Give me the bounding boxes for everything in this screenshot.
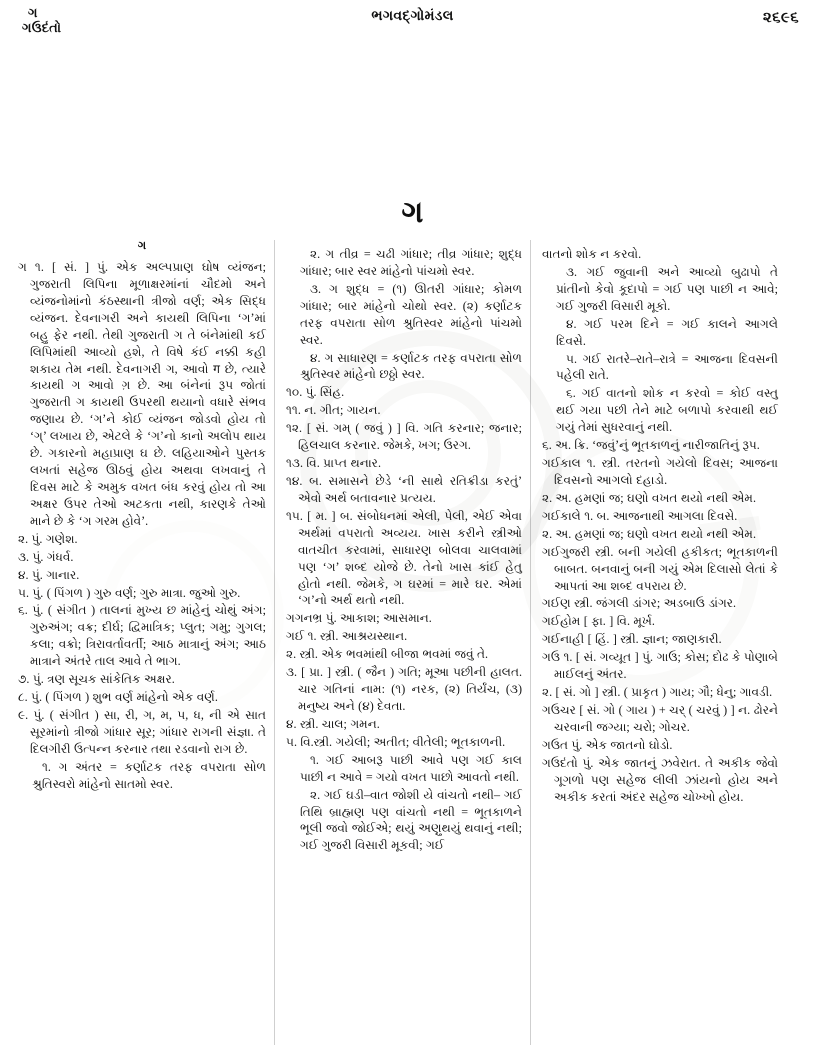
column-1-body	[18, 259, 266, 793]
text-columns	[18, 240, 808, 1045]
dictionary-entry: ૧૦. પું. સિંહ.	[286, 385, 345, 400]
dictionary-entry: ગઈ ૧. સ્ત્રી. આશ્રયસ્થાન.	[286, 629, 408, 644]
page-number: ૨૬૯૬	[762, 10, 799, 26]
dictionary-entry: ગગનભ્ર પું. આકાશ; આસમાન.	[286, 611, 432, 626]
dictionary-entry: ૩. ગ શુદ્ધ = (૧) ઊતરી ગાંધાર; કોમળ ગાંધાર; બાર માંહેનો ચોથો સ્વર. (૨) કર્ણાટક તરફ વપરાતા સોળ શ્રુતિસ્વર માંહેનો પાંચમો સ્વર.	[300, 281, 522, 347]
dictionary-entry: ૧૫. [ મ. ] બ. સંબોધનમાં એલી, પેલી, એઈ એવા અર્થમાં વપરાતો અવ્યય. ખાસ કરીને સ્ત્રીઓ વાતચીત કરવામાં, સાધારણ બોલવા ચાલવામાં પણ ‘ગ’ શબ્દ યોજે છે. તેનો ખાસ કાંઈ હેતુ હોતો નથી. જેમકે, ગ ઘરમાં = મારે ઘર. એમાં ‘ગ’નો અર્થ થતો નથી.	[286, 508, 522, 608]
column-rule	[530, 240, 531, 1045]
dictionary-entry: ૧. ગ અંતર = કર્ણાટક તરફ વપરાતા સોળ શ્રુતિસ્વરો માંહેનો સાતમો સ્વર.	[32, 759, 266, 791]
dictionary-entry: ૧૩. વિ. પ્રાપ્ત થનાર.	[286, 456, 381, 471]
dictionary-entry: ૧. ગઈ આબરૂ પાછી આવે પણ ગઈ કાલ પાછી ન આવે = ગયો વખત પાછો આવતો નથી.	[300, 752, 522, 784]
column-1-heading: ગ	[137, 240, 147, 252]
dictionary-entry: ૯. પું. ( સંગીત ) સા, રી, ગ, મ, પ, ધ, ની એ સાત સૂરમાંનો ત્રીજો ગાંધાર સૂર; ગાંધાર રાગની સંજ્ઞા. તે દિલગીરી ઉત્પન્ન કરનાર તથા રડવાનો રાગ છે.	[18, 707, 266, 756]
dictionary-entry: ૮. પું. ( પિંગળ ) શુભ વર્ણ માંહેનો એક વર્ણ.	[18, 690, 218, 705]
dictionary-entry: ૨. અ. હમણાં જ; ઘણો વખત થયો નથી એમ.	[542, 526, 756, 541]
dictionary-entry: ગઉદંતો પું. એક જાતનું ઝવેરાત. તે અકીક જેવો ગૂગળો પણ સહેજ લીલી ઝાંયનો હોય અને અકીક કરતાં અંદર સહેજ ચોખ્ખો હોય.	[542, 755, 778, 804]
dictionary-entry: ૨. સ્ત્રી. એક ભવમાંથી બીજા ભવમાં જવું તે.	[286, 647, 489, 662]
book-title: ભગવદ્ગોમંડલ	[371, 9, 454, 24]
dictionary-entry: ૬. ગઈ વાતનો શોક ન કરવો = કોઈ વસ્તુ થઈ ગયા પછી તેને માટે બળાપો કરવાથી થઈ ગયું તેમાં સુધરવાનું નથી.	[556, 386, 778, 435]
dictionary-entry: ગઈકાલે ૧. બ. આજનાથી આગલા દિવસે.	[542, 508, 738, 523]
dictionary-entry: ૩. ગઈ જુવાની અને આવ્યો બુઢાપો તે પ્રાંતીનો કેવો કૂદાપો = ગઈ પણ પાછી ન આવે; ગઈ ગુજરી વિસારી મૂકો.	[556, 264, 778, 313]
dictionary-entry: ગઉત પું. એક જાતનો ઘોડો.	[542, 737, 673, 752]
dictionary-entry: વાતનો શોક ન કરવો.	[542, 247, 642, 261]
dictionary-entry: ગઈનાહી [ હિં. ] સ્ત્રી. જ્ઞાન; જાણકારી.	[542, 632, 722, 647]
dictionary-entry: ગઉ ૧. [ સં. ગવ્યૂત ] પું. ગાઉ; કોસ; દોઢ કે પોણાબે માઈલનું અંતર.	[542, 650, 778, 682]
dictionary-entry: ૫. પું. ( પિંગળ ) ગુરુ વર્ણ; ગુરુ માત્રા. જુઓ ગુરુ.	[18, 585, 241, 600]
column-rule	[274, 240, 275, 1045]
dictionary-entry: ૭. પું. ત્રણ સૂચક સાંકેતિક અક્ષર.	[18, 672, 175, 687]
running-head	[0, 0, 825, 60]
dictionary-entry: ૫. વિ.સ્ત્રી. ગયેલી; અતીત; વીતેલી; ભૂતકાળની.	[286, 734, 506, 749]
dictionary-entry: ગઈકાલ ૧. સ્ત્રી. તરતનો ગયેલો દિવસ; આજના દિવસનો આગલો દહાડો.	[542, 456, 778, 487]
dictionary-entry: ૨. ગઈ ઘડી–વાત જોશી યે વાંચતો નથી– ગઈ તિથિ બ્રાહ્મણ પણ વાંચતો નથી = ભૂતકાળને ભૂલી જવો જોઈએ; થયું અણુથયું થવાનું નથી; ગઈ ગુજરી વિસારી મૂકવી; ગઈ	[300, 787, 522, 853]
dictionary-entry: ૪. સ્ત્રી. ચાલ; ગમન.	[286, 716, 380, 731]
column-2-body	[286, 246, 522, 854]
dictionary-entry: ૩. [ પ્રા. ] સ્ત્રી. ( જૈન ) ગતિ; મૂઆ પછીની હાલત. ચાર ગતિનાં નામ: (૧) નરક, (૨) તિર્યંચ, (૩) મનુષ્ય અને (૪) દેવતા.	[286, 665, 522, 713]
column-3	[530, 240, 786, 1045]
dictionary-entry: ૬. પું. ( સંગીત ) તાલનાં મુખ્ય છ માંહેનું ચોથું અંગ; ગુરુઅંગ; વક્ર; દીર્ઘ; દ્વિમાત્રિક; પ્લુત; ગમુ; ગુગલ; કલા; વક્રો; ત્રિરાવર્તાવર્તી; આઠ માત્રાનું અંગ; આઠ માત્રાને અંતરે તાલ આવે તે ભાગ.	[18, 603, 266, 669]
column-2	[274, 240, 530, 1045]
dictionary-entry: ગઉચર [ સં. ગો ( ગાય ) + ચર્ ( ચરવું ) ] ન. ઢોરને ચરવાની જગ્યા; ચરો; ગોચર.	[542, 702, 778, 734]
running-head-letter: ગ	[28, 5, 38, 20]
dictionary-entry: ૪. પું. ગાનાર.	[18, 567, 80, 582]
dictionary-entry: ૨. ગ તીવ્ર = ચઢી ગાંધાર; તીવ્ર ગાંધાર; શુદ્ધ ગાંધાર; બાર સ્વર માંહેનો પાંચમો સ્વર.	[300, 247, 522, 278]
dictionary-entry: ૬. અ. ક્રિ. ‘જવું’નું ભૂતકાળનું નારીજાતિનું રૂપ.	[542, 438, 760, 453]
dictionary-entry: ૧૨. [ સં. ગમ્ ( જવું ) ] વિ. ગતિ કરનાર; જનાર; હિલચાલ કરનાર. જેમકે, ખગ; ઉરગ.	[286, 421, 522, 453]
dictionary-entry: ૨. [ સં. ગો ] સ્ત્રી. ( પ્રાકૃત ) ગાય; ગૌ; ધેનુ; ગાવડી.	[542, 685, 773, 700]
running-head-word: ગઉદંતો	[22, 19, 62, 35]
dictionary-entry: ગઈહોમ [ ફા. ] વિ. મૂર્ખ.	[542, 614, 655, 629]
dictionary-entry: ૫. ગઈ રાતરે–રાતે–રાત્રે = આજના દિવસની પહેલી રાતે.	[556, 351, 778, 383]
dictionary-entry: ગઈણ સ્ત્રી. જંગલી ડાંગર; અડબાઉ ડાંગર.	[542, 596, 737, 611]
section-letter-heading: ગ	[401, 196, 424, 229]
dictionary-entry: ૪. ગ સાધારણ = કર્ણાટક તરફ વપરાતા સોળ શ્રુતિસ્વર માંહેનો છઠ્ઠો સ્વર.	[300, 350, 522, 382]
dictionary-entry: ૩. પું. ગંધર્વ.	[18, 549, 74, 564]
dictionary-entry: ૨. પું. ગણેશ.	[18, 531, 78, 546]
dictionary-entry: ૧૧. ન. ગીત; ગાયન.	[286, 403, 381, 418]
dictionary-entry: ગઈગુજરી સ્ત્રી. બની ગયેલી હકીકત; ભૂતકાળની બાબત. બનવાનું બની ગયું એમ દિલાસો લેતાં કે આપતાં આ શબ્દ વપરાય છે.	[542, 544, 778, 593]
dictionary-entry: ૪. ગઈ પરમ દિને = ગઈ કાલને આગલે દિવસે.	[556, 316, 778, 348]
dictionary-entry: ગ ૧. [ સં. ] પું. એક અલ્પપ્રાણ ઘોષ વ્યંજન; ગુજરાતી લિપિના મૂળાક્ષરમાંનાં ચૌદમો અને વ્યંજનોમાંનો કંઠસ્થાની ત્રીજો વર્ણ; એક સિદ્ધ વ્યંજન. દેવનાગરી અને કાયથી લિપિના ‘ગ’માં બહુ ફેર નથી. તેથી ગુજરાતી ગ તે બંનેમાંથી કઈ લિપિમાંથી આવ્યો હશે, તે વિષે કંઈ નક્કી કહી શકાય તેમ નથી. દેવનાગરી ગ, આવો ग છે, ત્યારે કાયથી ગ આવો ગ઼ છે. આ બંનેનાં રૂપ જોતાં ગુજરાતી ગ કાયથી ઉપરથી થયાનો વધારે સંભવ જણાય છે. ‘ગ’ને કોઈ વ્યંજન જોડવો હોય તો ‘ગ્’ લખાય છે, એટલે કે ‘ગ’નો કાનો અલોપ થાય છે. ગકારનો મહાપ્રાણ ઘ છે. લહિયાઓને પુસ્તક લખતાં સહેજ ઊઠવું હોય અથવા લખવાનું તે દિવસ માટે કે અમુક વખત બંધ કરવું હોય તો આ અક્ષર ઉપર તેઓ અટકતા નથી, કારણકે તેઓ માને છે કે ‘ગ ગરમ હોવે’.	[18, 260, 266, 528]
dictionary-entry: ૧૪. બ. સમાસને છેડે ‘ની સાથે રતિક્રીડા કરતું’ એવો અર્થ બતાવનાર પ્રત્યય.	[286, 473, 522, 505]
dictionary-entry: ૨. અ. હમણાં જ; ઘણો વખત થયો નથી એમ.	[542, 490, 756, 505]
column-1	[18, 240, 274, 1045]
column-3-body	[542, 246, 778, 806]
